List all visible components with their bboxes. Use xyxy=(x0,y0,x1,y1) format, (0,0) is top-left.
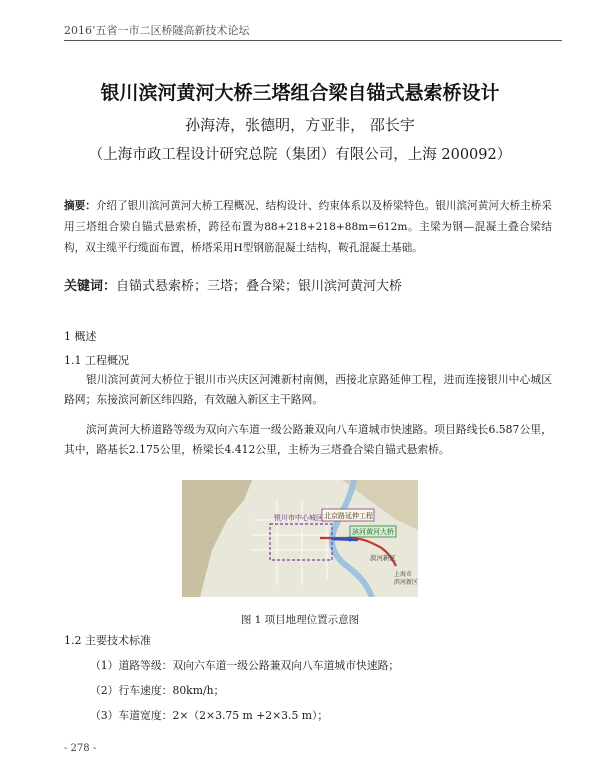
header-rule xyxy=(64,40,562,41)
section-1-1-heading: 1.1 工程概况 xyxy=(64,354,129,367)
keywords xyxy=(64,275,564,294)
east-label-a: 上海市 xyxy=(394,571,413,578)
paper-authors: 孙海涛，张德明，方亚非， 邵长宇 xyxy=(185,116,415,134)
keywords-text: 自锚式悬索桥；三塔；叠合梁；银川滨河黄河大桥 xyxy=(116,279,403,294)
paragraph-location: 银川滨河黄河大桥位于银川市兴庆区河滩新村南侧，西接北京路延伸工程，进而连接银川中心城区路网；东接滨河新区纬四路，有效融入新区主干路网。 xyxy=(64,373,552,406)
keywords-label: 关键词： xyxy=(64,279,117,294)
bridge-label: 滨河黄河大桥 xyxy=(352,528,394,536)
abstract-text: 介绍了银川滨河黄河大桥工程概况、结构设计、约束体系以及桥梁特色。银川滨河黄河大桥主桥采用三塔组合梁自锚式悬索桥，跨径布置为88+218+218+88m=612m。主梁为钢—混凝土叠合梁结构，双主缆平行缆面布置，桥塔采用H型钢筋混凝土结构，鞍孔混凝土基础。 xyxy=(64,200,552,254)
section-1-2-heading: 1.2 主要技术标准 xyxy=(64,634,151,647)
road-label: 北京路延伸工程 xyxy=(324,512,373,520)
east-label-b: 滨河新区 xyxy=(394,579,418,586)
bridge-route xyxy=(332,539,358,540)
paragraph-road-grade: 滨河黄河大桥道路等级为双向六车道一级公路兼双向八车道城市快速路。项目路线长6.587公里，其中，路基长2.175公里，桥梁长4.412公里，主桥为三塔叠合梁自锚式悬索桥。 xyxy=(64,423,552,456)
new-district-label: 滨河新区 xyxy=(370,554,396,562)
paper-affiliation: （上海市政工程设计研究总院（集团）有限公司，上海 200092） xyxy=(88,147,512,163)
figure-caption: 图 1 项目地理位置示意图 xyxy=(240,614,360,626)
abstract xyxy=(64,196,552,259)
section-1-heading: 1 概述 xyxy=(64,330,97,343)
location-map xyxy=(182,480,418,597)
city-area-label: 银川市中心城区 xyxy=(274,514,323,522)
standard-item: （2）行车速度：80km/h； xyxy=(90,684,225,697)
standard-item: （1）道路等级：双向六车道一级公路兼双向八车道城市快速路； xyxy=(90,659,400,672)
running-header: 2016’五省一市二区桥隧高新技术论坛 xyxy=(64,24,250,37)
paper-title: 银川滨河黄河大桥三塔组合梁自锚式悬索桥设计 xyxy=(100,82,500,104)
location-map-figure xyxy=(182,480,418,597)
page-number: - 278 - xyxy=(64,743,97,754)
abstract-label: 摘要： xyxy=(64,200,96,212)
standard-item: （3）车道宽度：2×（2×3.75 m +2×3.5 m）； xyxy=(90,709,329,722)
